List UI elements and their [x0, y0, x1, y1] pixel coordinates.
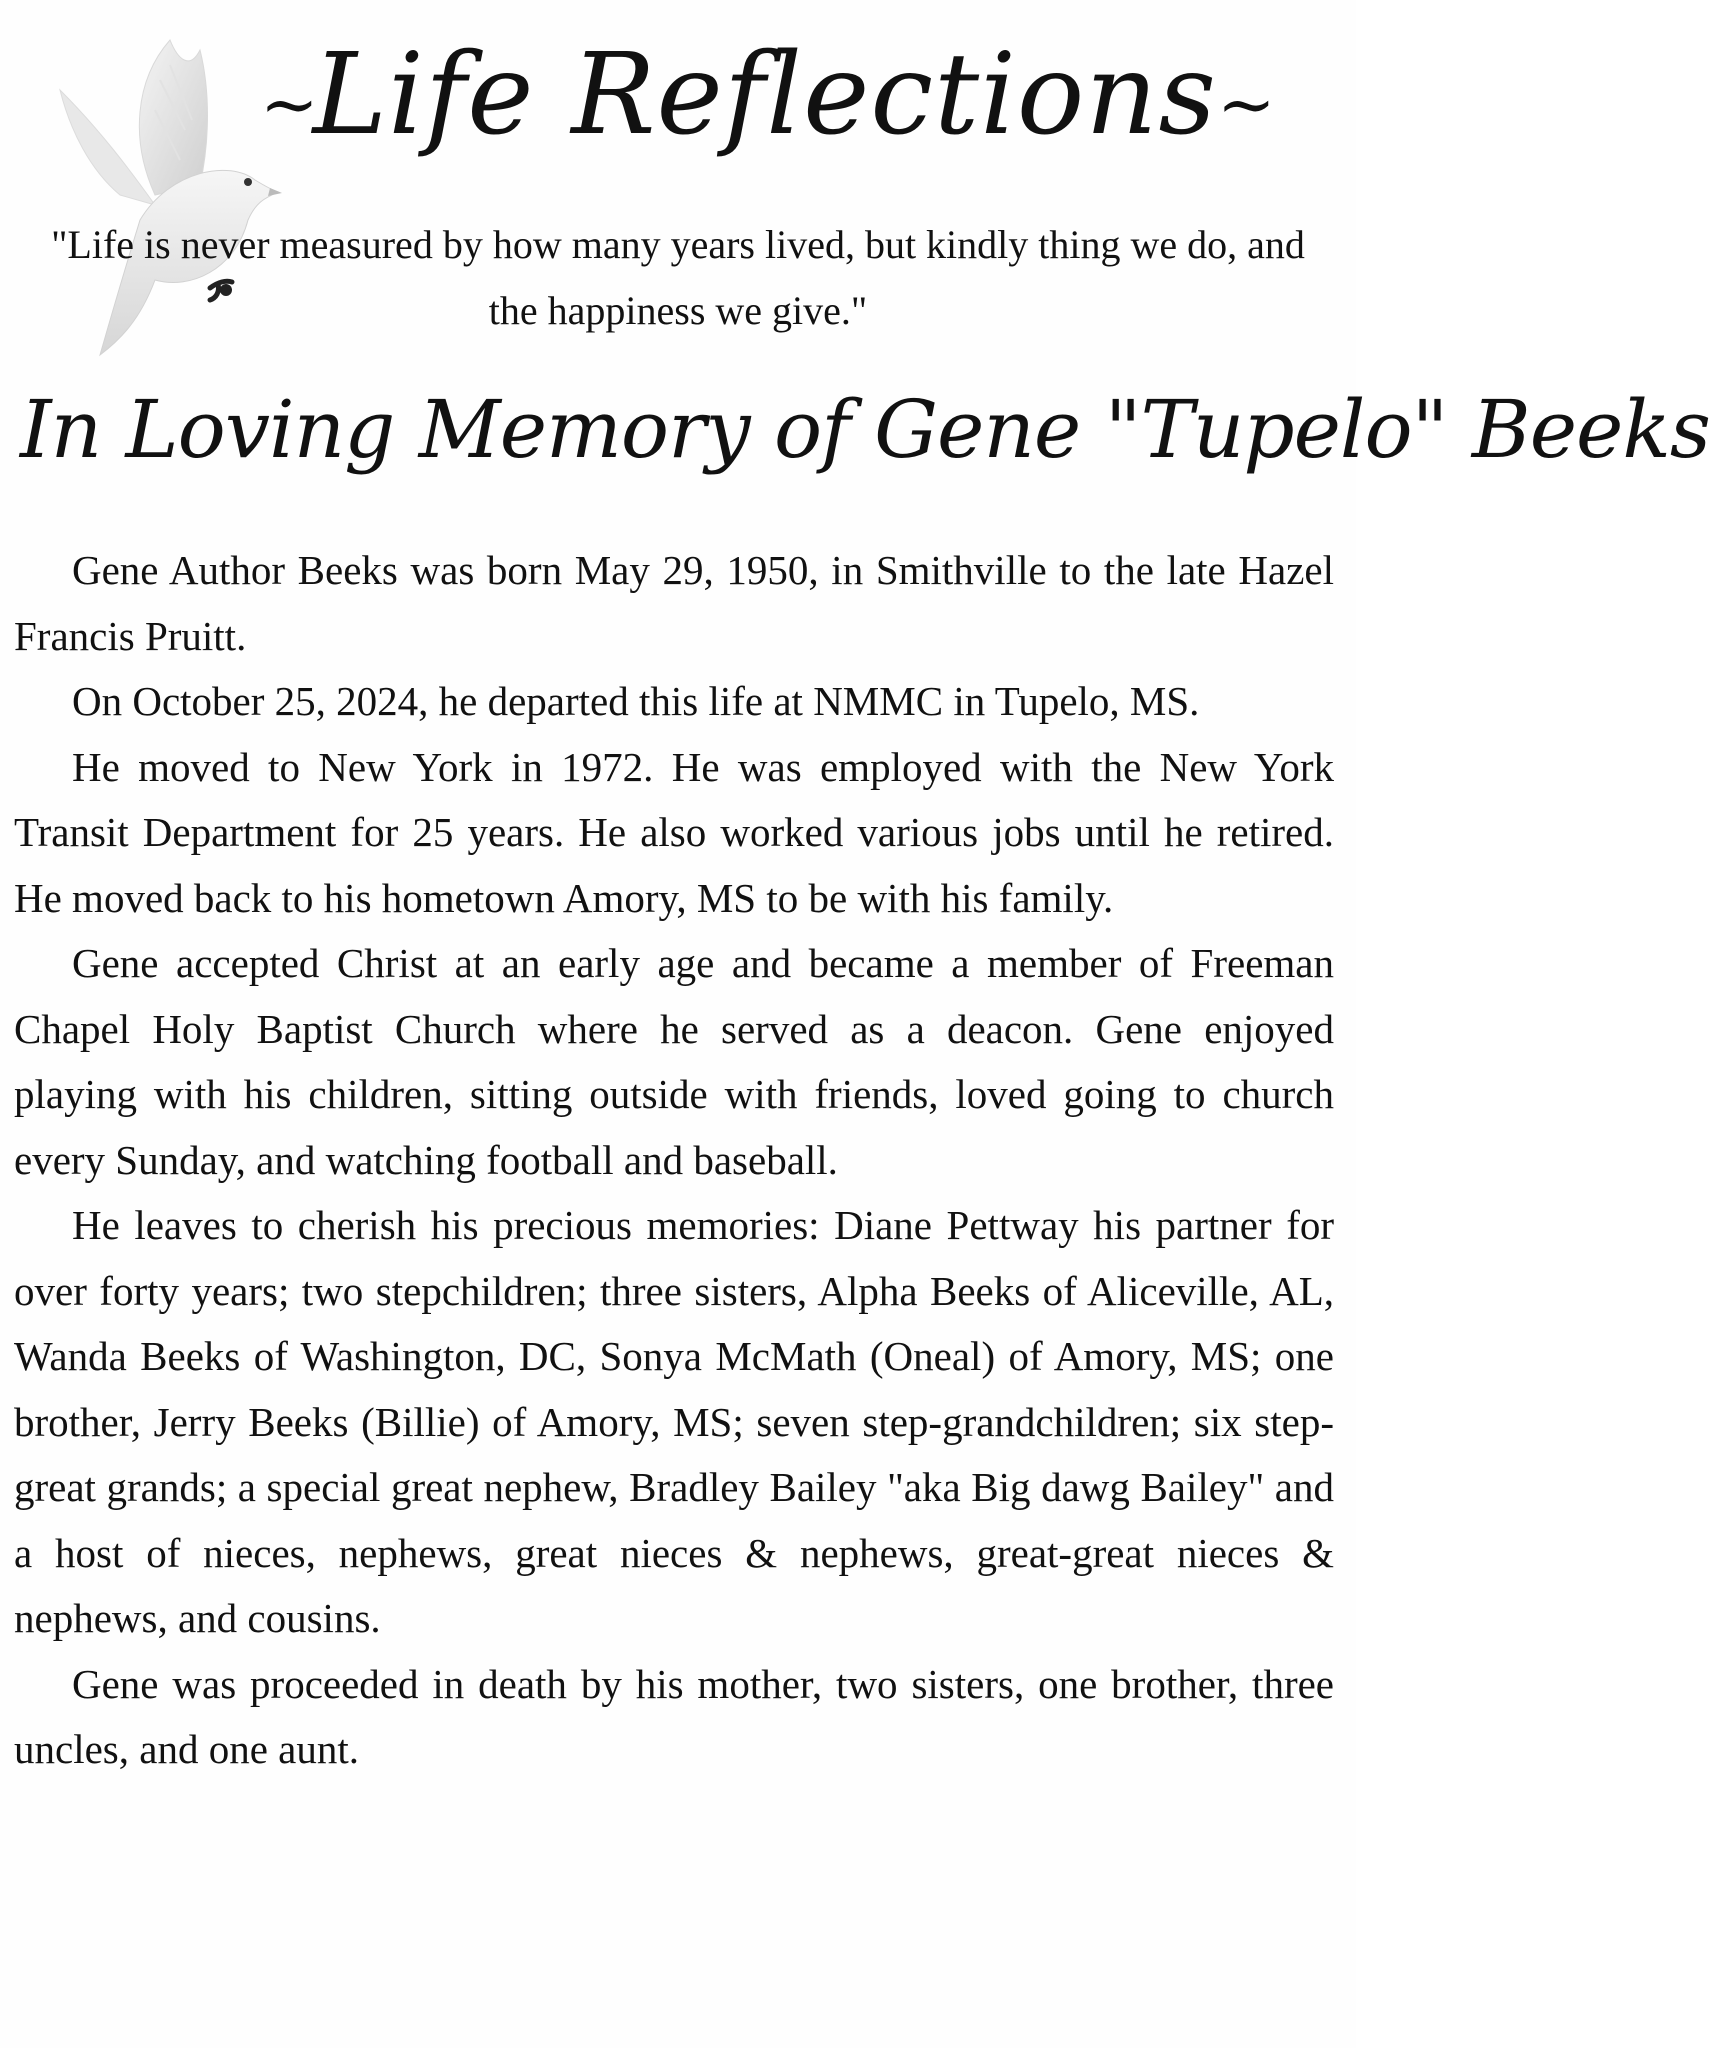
paragraph-faith: Gene accepted Christ at an early age and became a member of Freeman Chapel Holy Baptist Church where he served as a deacon. Gene enjoyed playing with his children, sitting outside with friends, loved going to church every Sunday, and watching football and baseball. — [14, 940, 1334, 1183]
paragraph-preceded: Gene was proceeded in death by his mother, two sisters, one brother, three uncles, and one aunt. — [14, 1660, 1334, 1772]
title-text: Life Reflections — [312, 30, 1217, 160]
page-title — [260, 0, 1270, 199]
paragraph-death: On October 25, 2024, he departed this life at NMMC in Tupelo, MS. — [72, 678, 1200, 724]
memorial-heading: In Loving Memory of Gene "Tupelo" Beeks — [20, 383, 1710, 476]
quote-text: "Life is never measured by how many years lived, but kindly thing we do, and the happiness we give." — [51, 222, 1305, 333]
flourish-right: ~ — [1216, 63, 1270, 145]
flourish-left: ~ — [260, 63, 313, 145]
paragraph-survivors: He leaves to cherish his precious memories: Diane Pettway his partner for over forty years; two stepchildren; three sisters, Alpha Beeks of Aliceville, AL, Wanda Beeks of Washington, DC, Sonya McMath (Oneal) of Amory, MS; one brother, Jerry Beeks (Billie) of Amory, MS; seven step-grandchildren; six step-great grands; a special great nephew, Bradley Bailey "aka Big dawg Bailey" and a host of nieces, nephews, great nieces & nephews, great-great nieces & nephews, and cousins. — [14, 1202, 1334, 1641]
obituary-body — [14, 538, 1334, 1783]
paragraph-career: He moved to New York in 1972. He was employed with the New York Transit Department for 25 years. He also worked various jobs until he retired. He moved back to his hometown Amory, MS to be with his family. — [14, 743, 1334, 921]
paragraph-birth: Gene Author Beeks was born May 29, 1950, in Smithville to the late Hazel Francis Pruitt. — [14, 547, 1334, 659]
